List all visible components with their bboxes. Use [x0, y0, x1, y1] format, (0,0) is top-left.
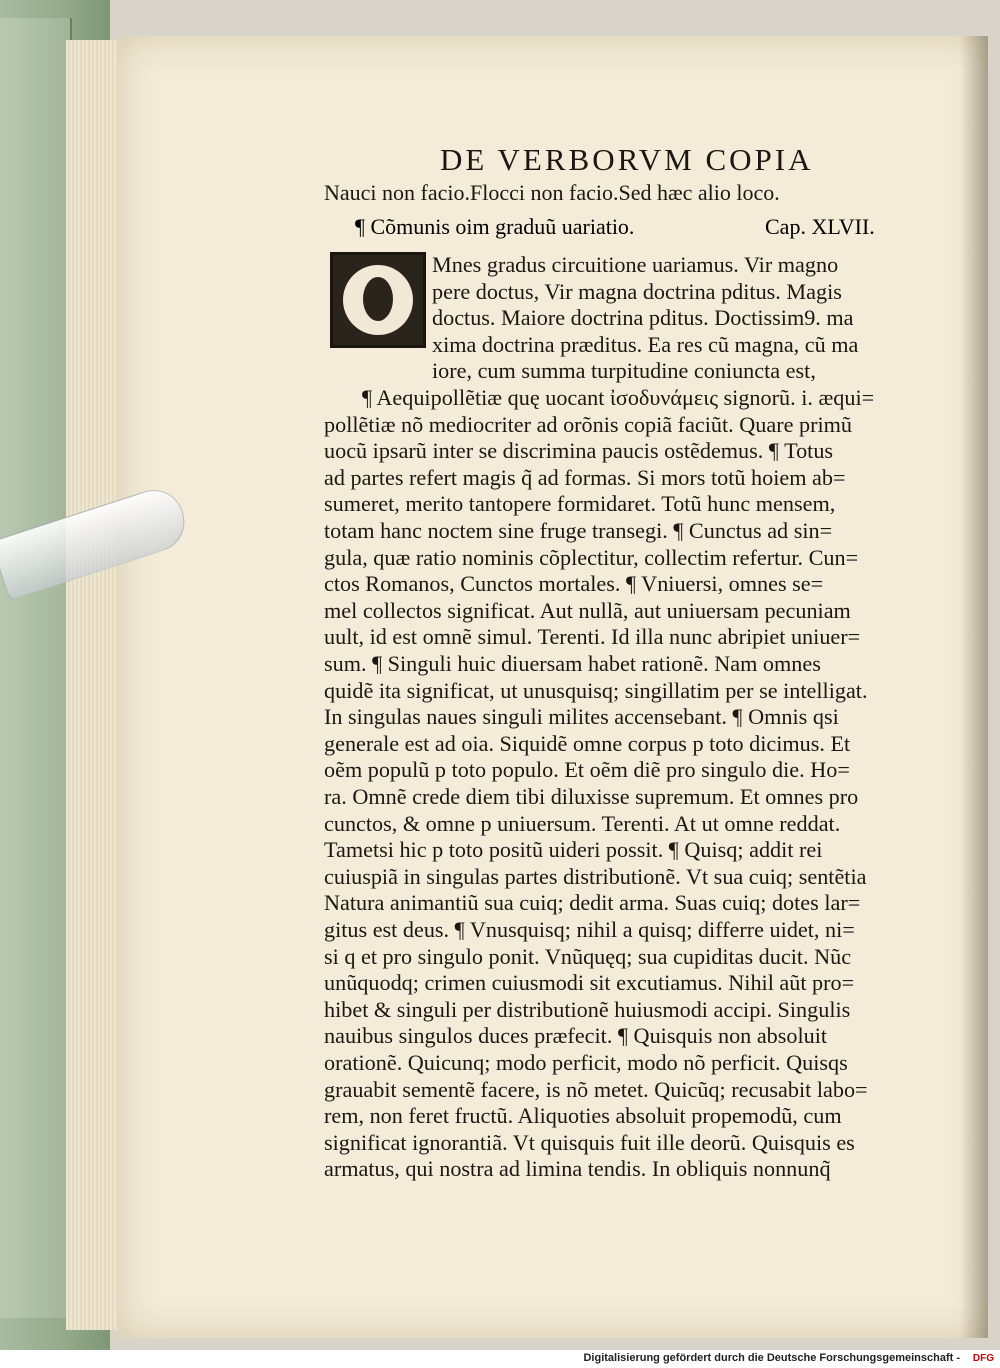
decorated-initial — [330, 252, 426, 348]
chapter-number: Cap. XLVII. — [765, 214, 875, 239]
text-line: nauibus singulos duces præfecit. ¶ Quisquis non absoluit — [324, 1023, 828, 1049]
text-line: gula, quæ ratio nominis cõplectitur, collectim refertur. Cun= — [324, 544, 859, 570]
text-line: cuiuspiã in singulas partes distributionẽ. Vt sua cuiq; sentẽtia — [324, 863, 867, 889]
text-line: generale est ad oia. Siquidẽ omne corpus p toto dicimus. Et — [324, 730, 851, 756]
text-line: significat ignorantiã. Vt quisquis fuit ille deorũ. Quisquis es — [324, 1129, 855, 1155]
first-line: Nauci non facio.Flocci non facio.Sed hæc alio loco. — [324, 180, 780, 205]
text-line: ctos Romanos, Cunctos mortales. ¶ Vniuersi, omnes se= — [324, 571, 824, 597]
footer-credit: Digitalisierung gefördert durch die Deutsche Forschungsgemeinschaft - — [583, 1352, 960, 1364]
text-line: cunctos, & omne p uniuersum. Terenti. At ut omne reddat. — [324, 810, 841, 836]
text-line: sum. ¶ Singuli huic diuersam habet rationẽ. Nam omnes — [324, 651, 821, 676]
text-line: iore, cum summa turpitudine coniuncta est, — [432, 358, 816, 384]
text-line: xima doctrina præditus. Ea res cũ magna, cũ ma — [432, 331, 859, 357]
text-line: totam hanc noctem sine fruge transegi. ¶ Cunctus ad sin= — [324, 518, 833, 543]
text-line: si q et pro singulo ponit. Vnũquęq; sua cupiditas ducit. Nũc — [324, 943, 852, 969]
text-line: Mnes gradus circuitione uariamus. Vir magno — [432, 252, 839, 277]
text-line: quidẽ ita significat, ut unusquisq; singillatim per se intelligat. — [324, 677, 868, 703]
text-line: ¶ Aequipollẽtiæ quę uocant ἰσοδυνάμεις signorũ. i. æqui= — [362, 385, 875, 410]
text-line: rem, non feret fructũ. Aliquoties absoluit propemodũ, cum — [324, 1103, 842, 1129]
text-line: mel collectos significat. Aut nullã, aut uniuersam pecuniam — [324, 597, 851, 623]
text-line: Natura animantiũ sua cuiq; dedit arma. Suas cuiq; dotes lar= — [324, 890, 861, 916]
text-line: Tametsi hic p toto positũ uideri possit. ¶ Quisq; addit rei — [324, 837, 823, 863]
chapter-title: ¶ Cõmunis oim graduũ uariatio. — [355, 214, 635, 239]
text-line: uocũ ipsarũ inter se discrimina paucis ostẽdemus. ¶ Totus — [324, 438, 834, 464]
text-line: In singulas naues singuli milites accensebant. ¶ Omnis qsi — [324, 704, 839, 730]
text-line: orationẽ. Quicunq; modo perficit, modo nõ perficit. Quisqs — [324, 1050, 848, 1075]
text-line: ra. Omnẽ crede diem tibi diluxisse supremum. Et omnes pro — [324, 784, 859, 809]
text-line: hibet & singuli per distributionẽ huiusmodi accipi. Singulis — [324, 996, 851, 1022]
text-line: pere doctus, Vir magna doctrina pditus. Magis — [432, 278, 842, 304]
text-line: oẽm populũ p toto populo. Et oẽm diẽ pro singulo die. Ho= — [324, 757, 850, 783]
text-line: doctus. Maiore doctrina pditus. Doctissim9. ma — [432, 305, 854, 331]
text-line: uult, id est omnẽ simul. Terenti. Id illa nunc abripiet uniuer= — [324, 624, 861, 650]
flower-ornament-icon — [363, 277, 393, 321]
dfg-logo: DFG — [972, 1353, 994, 1364]
text-line: ad partes refert magis q̃ ad formas. Si mors totũ hoiem ab= — [324, 464, 846, 490]
text-line: gitus est deus. ¶ Vnusquisq; nihil a quisq; differre uidet, ni= — [324, 917, 855, 942]
text-line: armatus, qui nostra ad limina tendis. In obliquis nonnunq̃ — [324, 1156, 831, 1182]
running-head: DE VERBORVM COPIA — [440, 142, 814, 177]
text-line: unũquodq; crimen cuiusmodi sit excutiamus. Nihil aũt pro= — [324, 970, 855, 996]
text-line: pollẽtiæ nõ mediocriter ad orõnis copiã faciũt. Quare primũ — [324, 411, 853, 437]
book-cover-board — [0, 18, 72, 1318]
text-line: grauabit sementẽ facere, is nõ metet. Quicũq; recusabit labo= — [324, 1076, 868, 1102]
page-gutter-shadow — [960, 36, 988, 1338]
text-line: sumeret, merito tantopere formidaret. Totũ hunc mensem, — [324, 491, 836, 517]
